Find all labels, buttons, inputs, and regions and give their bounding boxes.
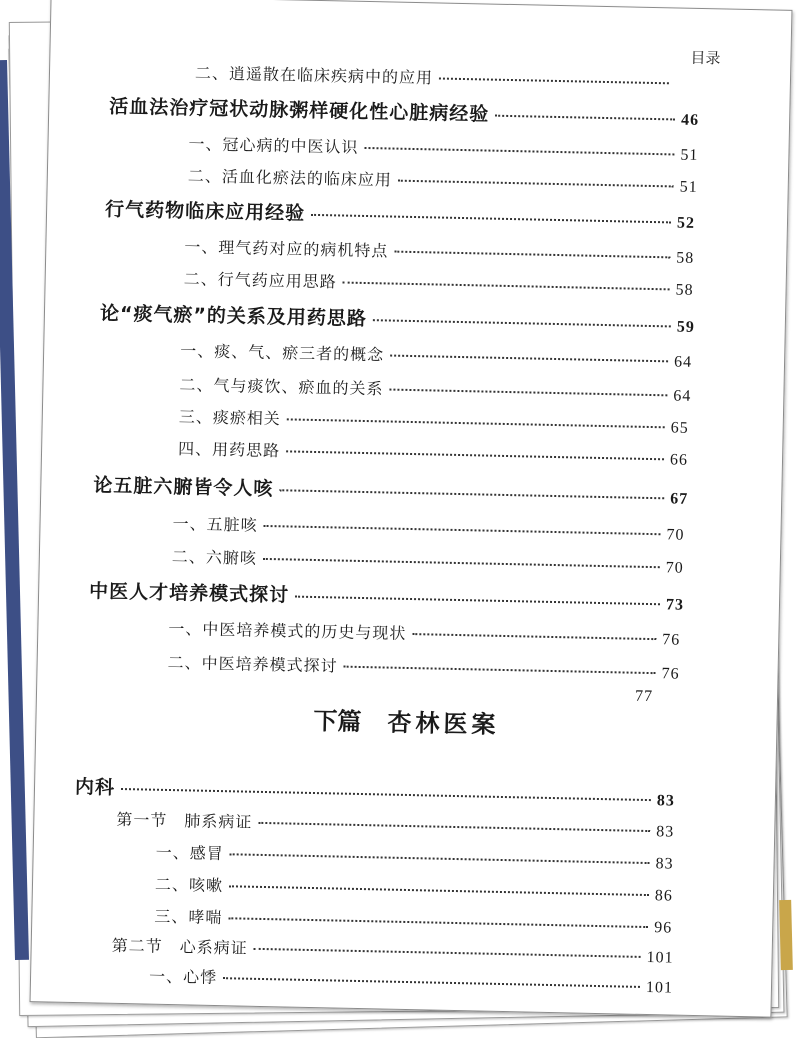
leader-dots — [343, 282, 670, 291]
toc-entry — [180, 338, 692, 372]
leader-dots — [495, 115, 675, 121]
toc-entry — [168, 616, 680, 650]
toc-entry-text: 二、活血化瘀法的临床应用 — [187, 166, 393, 190]
toc-entry-text: 一、痰、气、瘀三者的概念 — [180, 341, 385, 365]
page-number: 59 — [676, 318, 695, 336]
toc-entry — [93, 470, 688, 509]
toc-entry — [172, 544, 684, 578]
page-number: 46 — [680, 111, 700, 129]
toc-entry — [100, 298, 695, 337]
section-title — [36, 695, 777, 745]
toc-entry — [195, 60, 675, 93]
toc-entry — [155, 840, 673, 874]
toc-entry — [109, 92, 699, 131]
toc-entry-text: 三、哮喘 — [154, 906, 223, 928]
toc-entry-text: 一、五脏咳 — [172, 514, 258, 535]
page-number: 73 — [665, 596, 685, 614]
page-number: 76 — [662, 631, 681, 649]
leader-dots — [263, 558, 660, 568]
toc-entry-text: 三、痰瘀相关 — [178, 407, 282, 429]
leader-dots — [439, 77, 669, 84]
leader-dots — [264, 525, 661, 535]
leader-dots — [223, 977, 640, 988]
toc-entry — [635, 688, 653, 706]
page-number: 70 — [665, 559, 684, 577]
toc-entry-text: 二、咳嗽 — [154, 874, 224, 896]
toc-entry — [154, 904, 672, 938]
page-number: 101 — [645, 979, 674, 997]
page-number: 101 — [646, 949, 674, 967]
page-number: 83 — [656, 823, 675, 841]
toc-entry — [116, 807, 674, 842]
toc-entry — [149, 964, 673, 998]
leader-dots — [398, 180, 674, 188]
toc-entry — [75, 772, 675, 812]
toc-entry-text: 论“痰气瘀”的关系及用药思路 — [99, 302, 368, 331]
book-cover-edge — [779, 900, 793, 970]
leader-dots — [412, 633, 656, 640]
leader-dots — [279, 489, 664, 499]
leader-dots — [230, 853, 650, 864]
leader-dots — [258, 822, 650, 832]
toc-entry — [179, 404, 689, 438]
leader-dots — [311, 214, 671, 224]
page-number: 52 — [676, 214, 696, 232]
toc-entry — [89, 576, 684, 615]
toc-entry-text: 中医人才培养模式探讨 — [88, 580, 290, 607]
toc-entry-text: 二、气与痰饮、瘀血的关系 — [179, 375, 384, 399]
toc-entry-text: 论五脏六腑皆令人咳 — [93, 474, 274, 501]
running-header: 目录 — [690, 48, 721, 68]
toc-entry-text: 第二节 心系病证 — [111, 935, 248, 958]
page-number: 76 — [661, 665, 680, 683]
toc-page — [30, 0, 793, 1018]
leader-dots — [287, 418, 665, 428]
leader-dots — [373, 319, 671, 327]
toc-entry-text: 四、用药思路 — [177, 439, 281, 461]
page-number: 51 — [680, 146, 699, 164]
toc-entry-text: 一、感冒 — [155, 842, 224, 864]
toc-entry — [105, 195, 695, 234]
toc-entry — [155, 872, 673, 906]
toc-entry-text: 活血法治疗冠状动脉粥样硬化性心脏病经验 — [109, 95, 490, 126]
toc-entry — [172, 511, 684, 545]
page-number: 51 — [679, 178, 698, 196]
leader-dots — [344, 666, 656, 675]
toc-entry — [179, 372, 691, 406]
leader-dots — [121, 788, 651, 801]
toc-entry-text: 二、逍遥散在临床疾病中的应用 — [194, 63, 434, 88]
page-number: 83 — [655, 855, 674, 873]
toc-entry — [167, 650, 679, 684]
toc-entry — [183, 266, 693, 300]
section-part: 下篇 — [313, 707, 362, 737]
toc-entry-text: 一、理气药对应的病机特点 — [184, 237, 389, 261]
page-number: 67 — [670, 490, 689, 508]
toc-entry — [178, 436, 688, 470]
page-number: 83 — [656, 792, 676, 810]
leader-dots — [286, 450, 664, 460]
toc-entry-text: 一、中医培养模式的历史与现状 — [168, 618, 407, 643]
page-number: 70 — [666, 526, 685, 544]
page-number: 66 — [669, 451, 689, 469]
toc-entry — [112, 933, 674, 968]
toc-entry — [184, 234, 694, 268]
leader-dots — [394, 251, 670, 259]
page-number: 64 — [673, 387, 692, 405]
toc-entry-text: 行气药物临床应用经验 — [104, 198, 306, 225]
page-number: 58 — [675, 281, 694, 299]
leader-dots — [295, 596, 660, 606]
page-number: 86 — [654, 887, 674, 905]
toc-entry-text: 一、心悸 — [148, 966, 218, 988]
page-number: 77 — [634, 687, 654, 706]
leader-dots — [254, 948, 641, 958]
toc-entry-text: 第一节 肺系病证 — [116, 809, 253, 832]
toc-entry-text: 内科 — [74, 776, 116, 799]
leader-dots — [390, 355, 668, 363]
toc-entry-text: 二、六腑咳 — [171, 547, 258, 568]
page-number: 58 — [676, 249, 695, 267]
leader-dots — [228, 917, 648, 928]
toc-entry — [188, 131, 698, 165]
page-number: 64 — [673, 353, 693, 371]
leader-dots — [389, 389, 667, 397]
page-number: 96 — [654, 919, 673, 937]
leader-dots — [229, 885, 649, 896]
toc-entry — [188, 163, 698, 197]
page-number: 65 — [670, 419, 689, 437]
toc-entry-text: 二、中医培养模式探讨 — [167, 652, 338, 676]
section-name: 杏林医案 — [387, 708, 500, 739]
toc-entry-text: 二、行气药应用思路 — [183, 269, 337, 292]
leader-dots — [364, 147, 674, 155]
toc-entry-text: 一、冠心病的中医认识 — [188, 134, 359, 157]
